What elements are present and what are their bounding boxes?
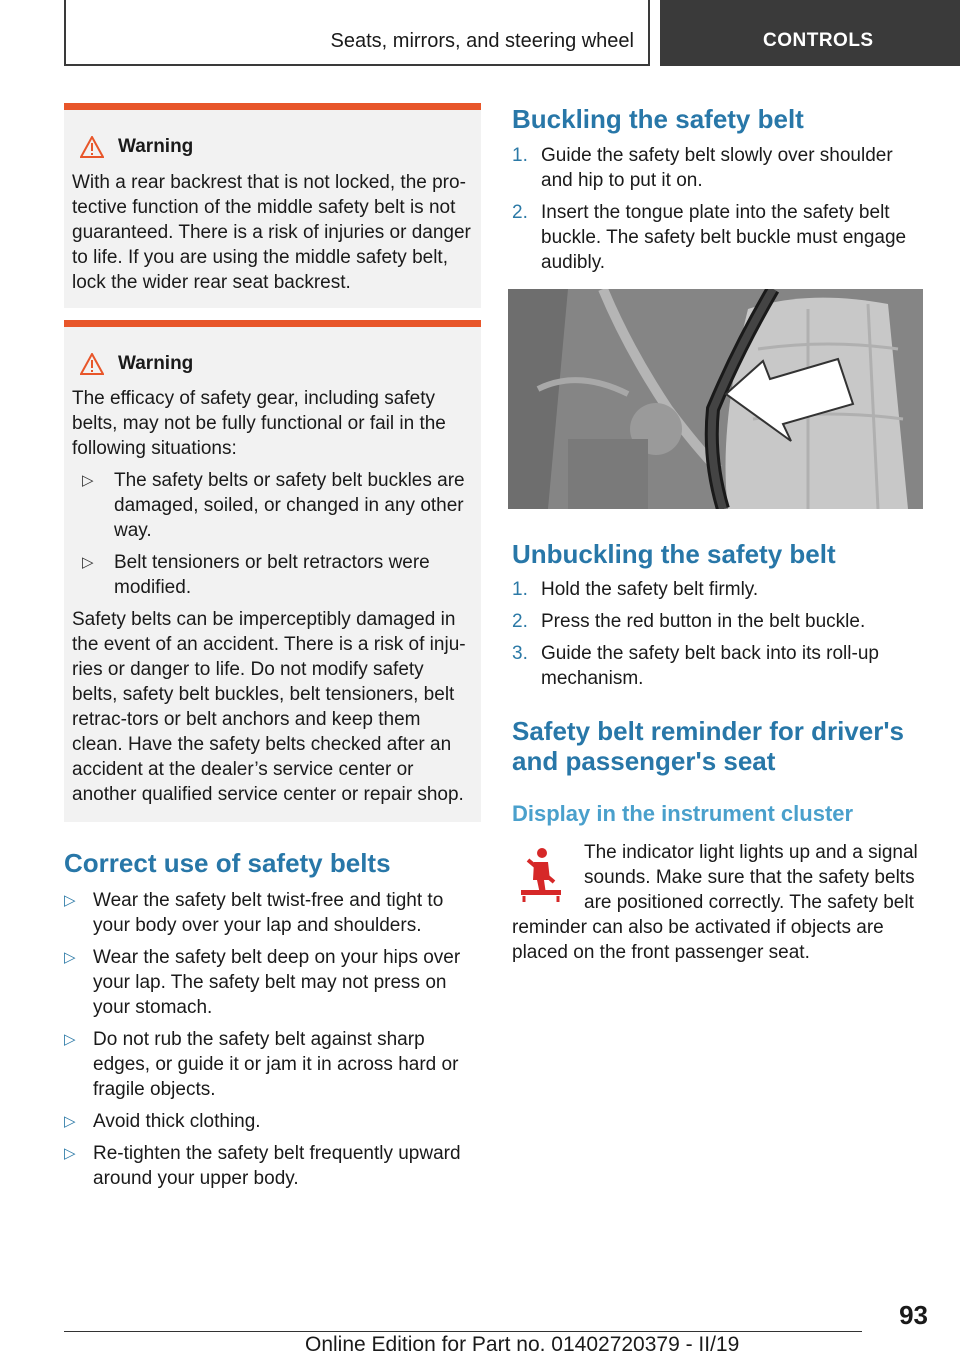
heading-correct-use: Correct use of safety belts: [64, 848, 391, 878]
list-item: 1. Guide the safety belt slowly over shoulder and hip to put it on.: [512, 145, 893, 191]
header-chapter-box: [660, 0, 960, 66]
header-section-title: Seats, mirrors, and steering wheel: [330, 30, 634, 52]
unbuckling-steps: [512, 570, 922, 691]
warning-outro: Safety belts can be imperceptibly damaged in the event of an accident. There is a risk of inju-ries or danger to life. Do not modify safety belts, safety belt buckles, belt tensioners, belt retrac-tors or belt anchors and keep them clean. Have the safety belts checked after an accident at the dealer’s service center or another qualified service center or repair shop.: [72, 609, 466, 805]
list-item: ▷ Avoid thick clothing.: [64, 1111, 261, 1132]
list-item: 2. Press the red button in the belt buckle.: [512, 611, 866, 632]
warning-box-efficacy: [64, 320, 481, 822]
list-item: ▷ Re-tighten the safety belt frequently upward around your upper body.: [64, 1143, 461, 1189]
list-item: ▷ Wear the safety belt deep on your hips over your lap. The safety belt may not press on your stomach.: [64, 947, 461, 1018]
triangle-bullet-icon: ▷: [82, 554, 94, 571]
header-section-box: [64, 0, 650, 66]
reminder-text: The indicator light lights up and a signal sounds. Make sure that the safety belts are positioned correctly.: [584, 842, 918, 913]
triangle-bullet-icon: ▷: [82, 472, 94, 489]
triangle-bullet-icon: ▷: [64, 1113, 76, 1130]
warning-title-text: Warning: [118, 136, 194, 157]
warning-box-backrest: [64, 103, 481, 308]
seat-belt-indicator-icon: [518, 846, 564, 902]
list-item: ▷ The safety belts or safety belt buckles are damaged, soiled, or changed in any other way.: [82, 470, 465, 541]
reminder-text-block: [512, 840, 924, 965]
subheading-display: Display in the instrument cluster: [512, 801, 854, 826]
triangle-bullet-icon: ▷: [64, 949, 76, 966]
heading-unbuckling: Unbuckling the safety belt: [512, 539, 836, 569]
correct-use-list: [64, 881, 472, 1191]
warning-triangle-icon: [80, 136, 104, 158]
triangle-bullet-icon: ▷: [64, 1031, 76, 1048]
header-chapter-title: CONTROLS: [763, 30, 874, 51]
triangle-bullet-icon: ▷: [64, 1145, 76, 1162]
warning-title: [72, 351, 473, 377]
triangle-bullet-icon: ▷: [64, 892, 76, 909]
list-item: ▷ Do not rub the safety belt against sharp edges, or guide it or jam it in across hard or fragile objects.: [64, 1029, 459, 1100]
list-item: 1. Hold the safety belt firmly.: [512, 579, 759, 600]
list-item: 2. Insert the tongue plate into the safety belt buckle. The safety belt buckle must engage audibly.: [512, 202, 907, 273]
warning-text: With a rear backrest that is not locked, the pro-tective function of the middle safety belt is not guaranteed. There is a risk of injuries or danger to life. If you are using the middle safety belt, lock the wider rear seat backrest.: [72, 172, 471, 293]
heading-buckling: Buckling the safety belt: [512, 104, 804, 134]
buckling-steps: [512, 136, 922, 275]
warning-intro: The efficacy of safety gear, including safety belts, may not be fully functional or fail in the following situations:: [72, 388, 446, 459]
reminder-text-2: The safety belt reminder can also be activated if objects are placed on the front passenger seat.: [512, 892, 914, 963]
warning-title: [72, 134, 473, 160]
car-seat-belt-image: [508, 289, 923, 509]
seat-belt-illustration: [508, 289, 923, 509]
footer-edition: Online Edition for Part no. 01402720379 - II/19: [305, 1333, 740, 1356]
warning-title-text: Warning: [118, 353, 194, 374]
list-item: 3. Guide the safety belt back into its roll-up mechanism.: [512, 643, 879, 689]
heading-reminder: Safety belt reminder for driver's and passenger's seat: [512, 716, 904, 776]
warning-triangle-icon: [80, 353, 104, 375]
footer-divider: [64, 1331, 862, 1332]
list-item: ▷ Belt tensioners or belt retractors were modified.: [82, 552, 430, 598]
page-number: 93: [899, 1300, 928, 1330]
list-item: ▷ Wear the safety belt twist-free and tight to your body over your lap and shoulders.: [64, 890, 444, 936]
